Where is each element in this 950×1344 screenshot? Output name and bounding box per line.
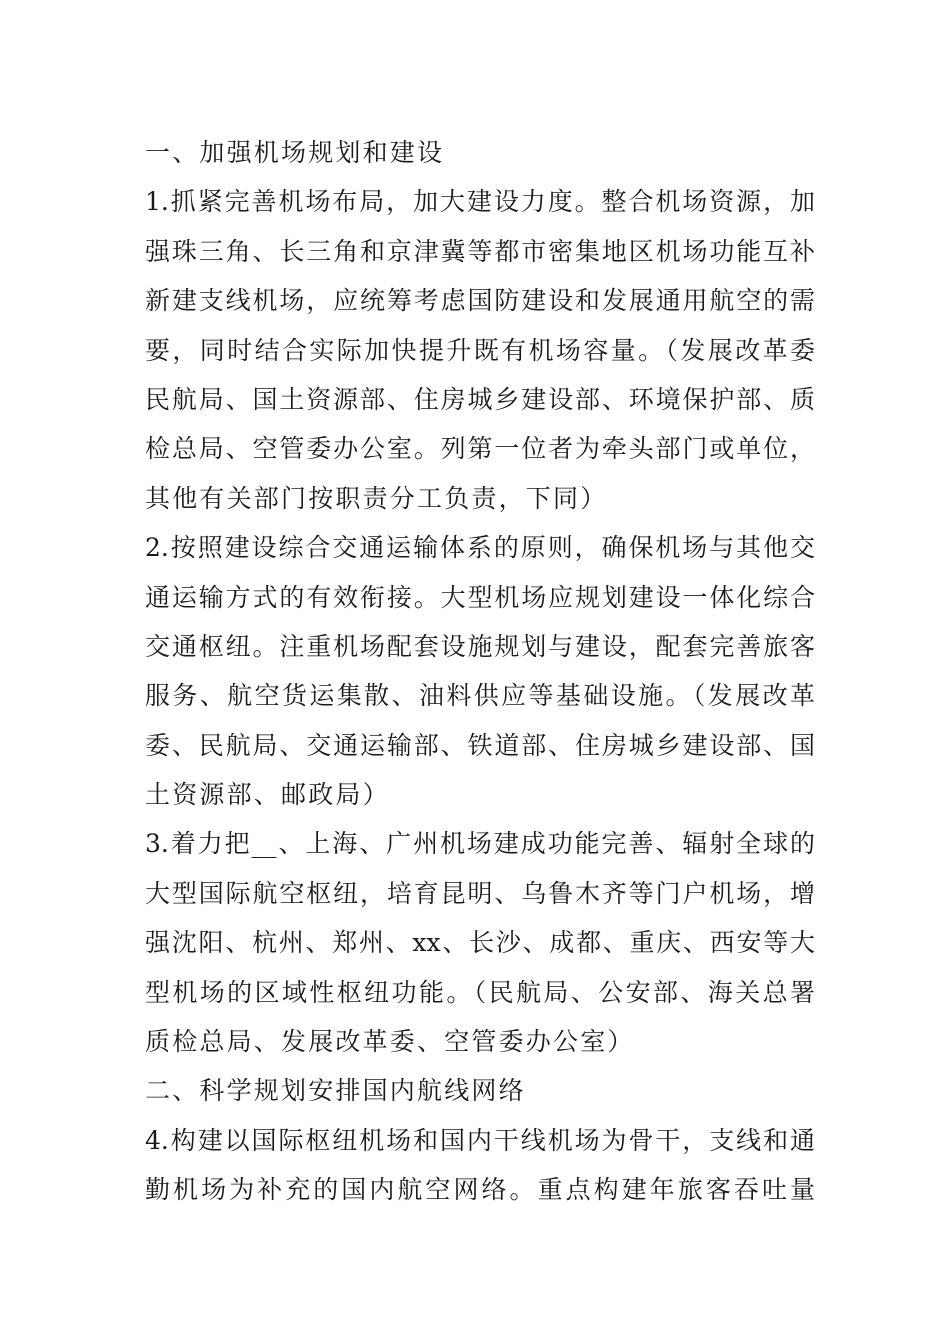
text-line: 其他有关部门按职责分工负责，下同） <box>145 483 608 513</box>
text-line: 要，同时结合实际加快提升既有机场容量。（发展改革委 <box>145 335 815 365</box>
text-line: 4.构建以国际枢纽机场和国内干线机场为骨干，支线和通 <box>145 1125 815 1155</box>
text-line: 强珠三角、长三角和京津冀等都市密集地区机场功能互补 <box>145 236 815 266</box>
text-line: 强沈阳、杭州、郑州、xx、长沙、成都、重庆、西安等大 <box>145 928 815 958</box>
text-line: 检总局、空管委办公室。列第一位者为牵头部门或单位， <box>145 434 815 464</box>
text-line: 3.着力把__、上海、广州机场建成功能完善、辐射全球的 <box>145 829 815 859</box>
text-line: 委、民航局、交通运输部、铁道部、住房城乡建设部、国 <box>145 730 815 760</box>
text-line: 民航局、国土资源部、住房城乡建设部、环境保护部、质 <box>145 384 815 414</box>
text-line: 交通枢纽。注重机场配套设施规划与建设，配套完善旅客 <box>145 631 815 661</box>
text-line: 一、加强机场规划和建设 <box>145 138 445 167</box>
text-line: 大型国际航空枢纽，培育昆明、乌鲁木齐等门户机场，增 <box>145 878 815 908</box>
text-line: 新建支线机场，应统筹考虑国防建设和发展通用航空的需 <box>145 286 815 316</box>
text-line: 型机场的区域性枢纽功能。（民航局、公安部、海关总署 <box>145 977 815 1007</box>
text-line: 服务、航空货运集散、油料供应等基础设施。（发展改革 <box>145 681 815 711</box>
text-line: 2.按照建设综合交通运输体系的原则，确保机场与其他交 <box>145 533 815 563</box>
text-line: 土资源部、邮政局） <box>145 780 390 810</box>
document-body <box>145 128 815 1215</box>
text-line: 二、科学规划安排国内航线网络 <box>145 1076 526 1106</box>
text-line: 勤机场为补充的国内航空网络。重点构建年旅客吞吐量 <box>145 1175 815 1205</box>
text-line: 1.抓紧完善机场布局，加大建设力度。整合机场资源，加 <box>145 187 815 217</box>
text-line: 质检总局、发展改革委、空管委办公室） <box>145 1027 635 1057</box>
text-line: 通运输方式的有效衔接。大型机场应规划建设一体化综合 <box>145 582 815 612</box>
